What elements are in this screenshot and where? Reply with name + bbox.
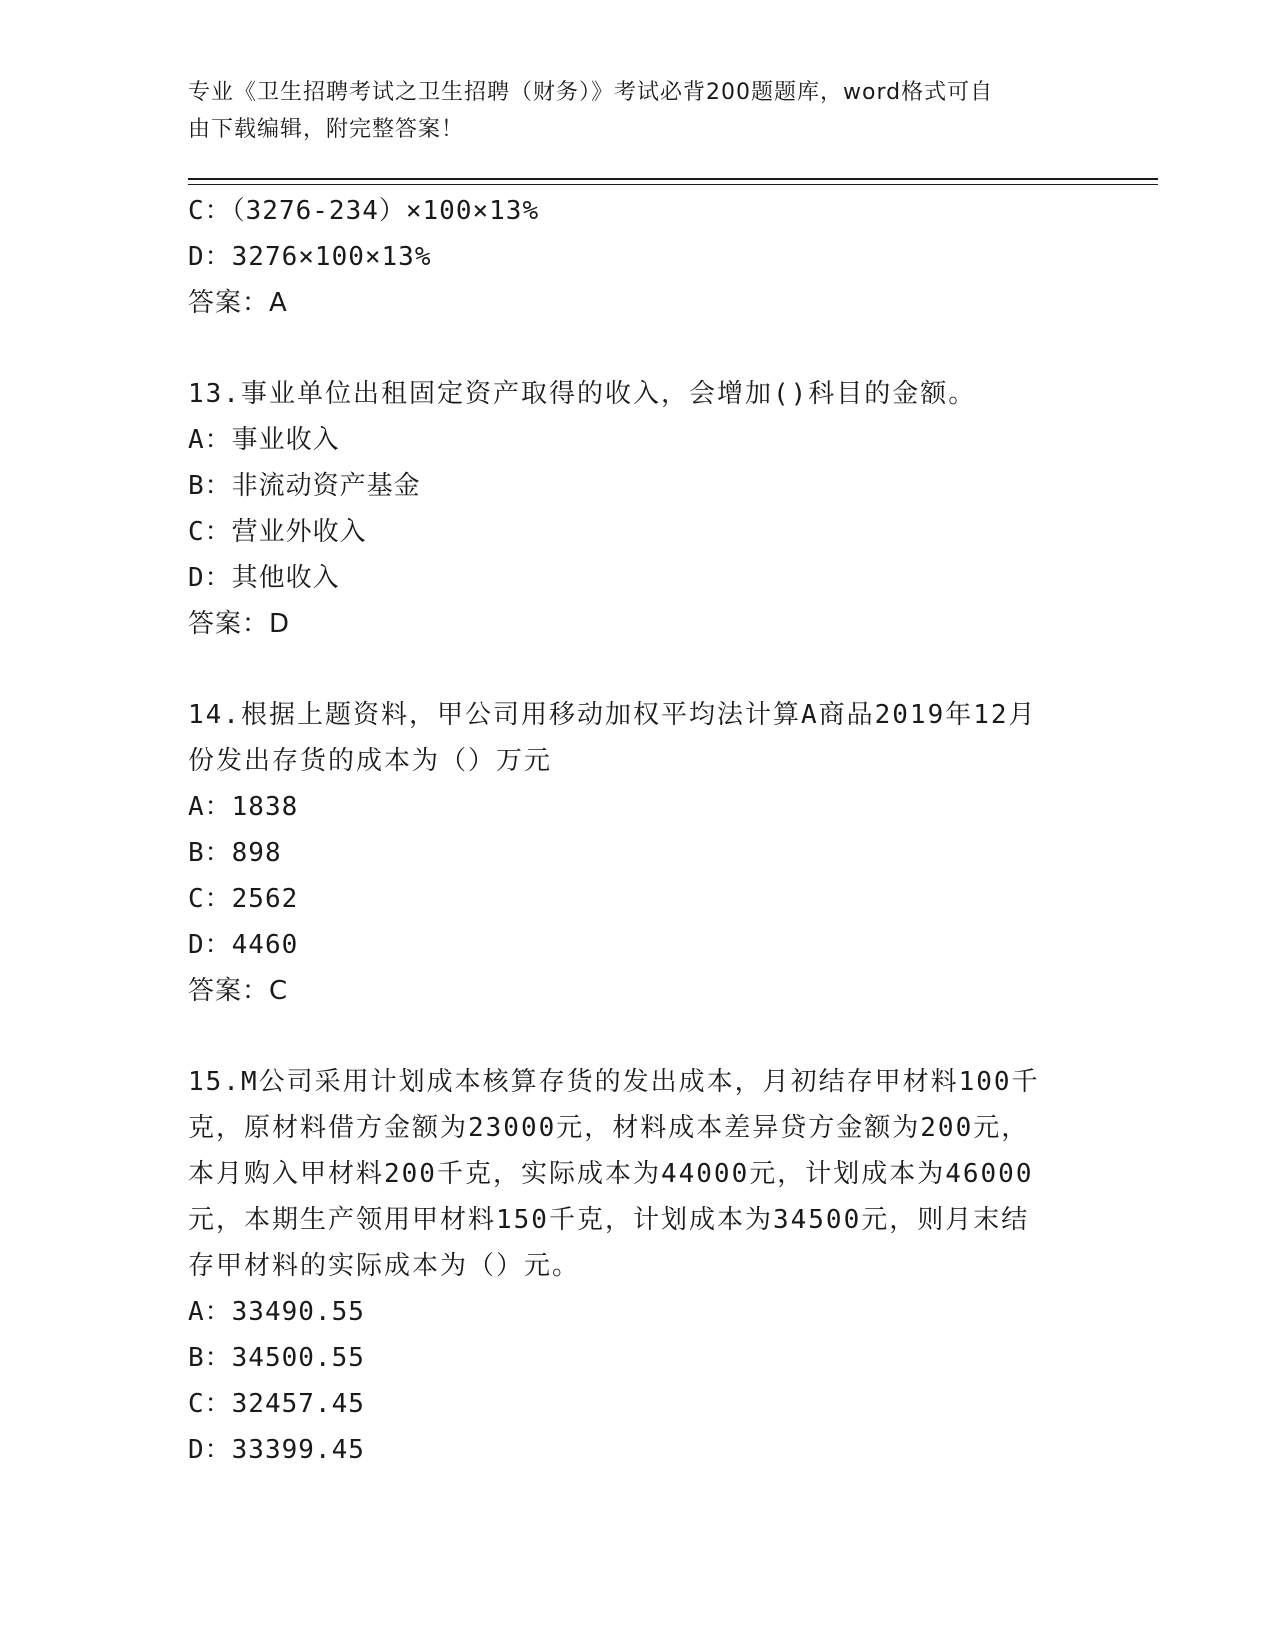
spacer: [188, 1014, 1088, 1059]
option-b: B：898: [188, 838, 282, 868]
option-d: D：33399.45: [188, 1435, 365, 1465]
option-d: D：3276×100×13%: [188, 242, 432, 272]
option-c: C：32457.45: [188, 1389, 365, 1419]
document-header: [188, 74, 1068, 148]
header-divider: [188, 178, 1158, 185]
option-b: B：非流动资产基金: [188, 471, 421, 501]
option-d: D：4460: [188, 930, 299, 960]
question-stem-line: 存甲材料的实际成本为（）元。: [188, 1251, 581, 1281]
question-stem-line: 克，原材料借方金额为23000元，材料成本差异贷方金额为200元，: [188, 1113, 1030, 1143]
option-a: A：事业收入: [188, 425, 340, 455]
option-b: B：34500.55: [188, 1343, 365, 1373]
question-stem-line: 份发出存货的成本为（）万元: [188, 746, 553, 776]
question-stem: 13.事业单位出租固定资产取得的收入，会增加()科目的金额。: [188, 379, 977, 409]
option-c: C：（3276-234）×100×13%: [188, 196, 540, 226]
answer-line: 答案：A: [188, 288, 288, 318]
question-list: [188, 188, 1088, 1473]
question-12-tail: [188, 188, 1088, 326]
option-a: A：33490.55: [188, 1297, 365, 1327]
header-line-1: 专业《卫生招聘考试之卫生招聘（财务）》考试必背200题题库，word格式可自: [188, 80, 994, 105]
header-line-2: 由下载编辑，附完整答案！: [188, 117, 465, 142]
question-stem-line: 元，本期生产领用甲材料150千克，计划成本为34500元，则月末结: [188, 1205, 1030, 1235]
question-stem-line: 14.根据上题资料，甲公司用移动加权平均法计算A商品2019年12月: [188, 700, 1037, 730]
question-stem-line: 15.M公司采用计划成本核算存货的发出成本，月初结存甲材料100千: [188, 1067, 1040, 1097]
option-a: A：1838: [188, 792, 299, 822]
option-d: D：其他收入: [188, 563, 340, 593]
option-c: C：营业外收入: [188, 517, 367, 547]
question-stem-line: 本月购入甲材料200千克，实际成本为44000元，计划成本为46000: [188, 1159, 1034, 1189]
answer-line: 答案：C: [188, 976, 289, 1006]
question-13: [188, 371, 1088, 647]
question-15: [188, 1059, 1088, 1473]
question-14: [188, 692, 1088, 1014]
answer-line: 答案：D: [188, 609, 291, 639]
spacer: [188, 647, 1088, 692]
option-c: C：2562: [188, 884, 299, 914]
spacer: [188, 326, 1088, 371]
